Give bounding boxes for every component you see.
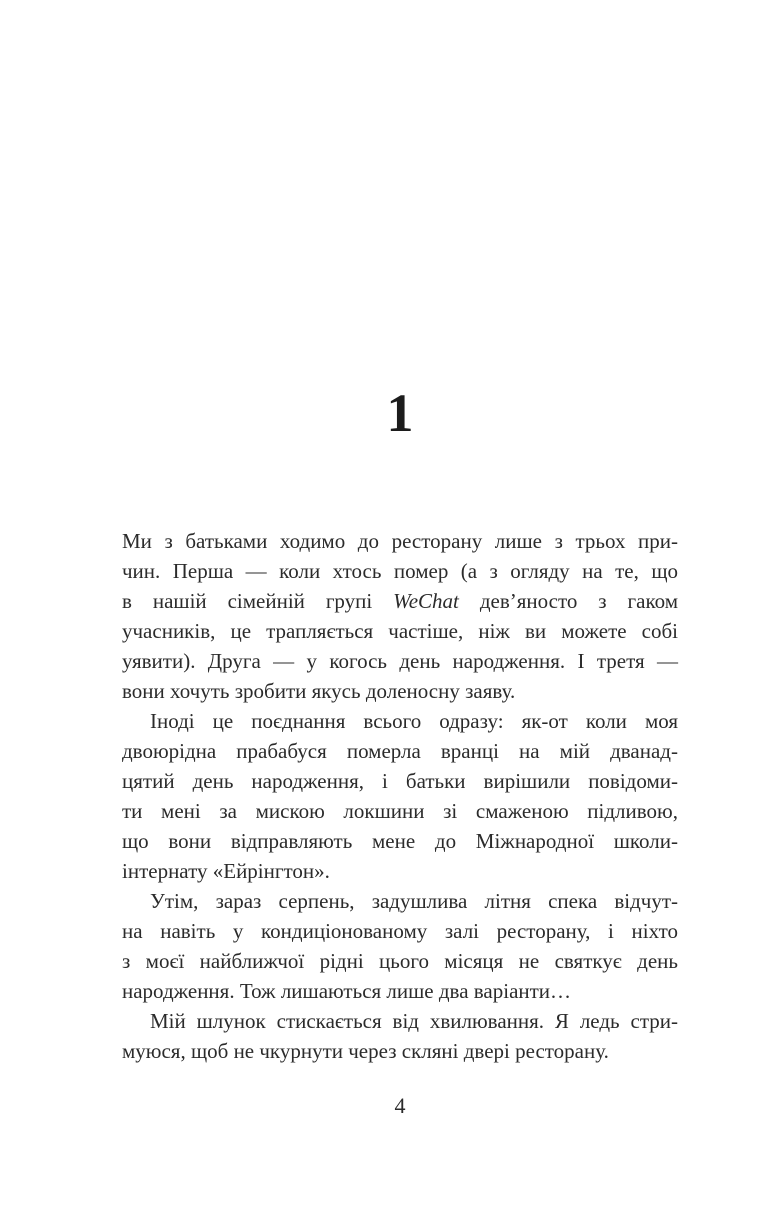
text-segment: в нашій сімейній групі (122, 589, 394, 613)
text-segment: Ми з батьками ходимо до ресторану лише з трьох при- (122, 529, 678, 553)
text-line (122, 766, 678, 796)
paragraph (122, 1006, 678, 1066)
text-segment: цятий день народження, і батьки вирішили повідоми- (122, 769, 678, 793)
text-segment: народження. Тож лишаються лише два варіанти… (122, 979, 572, 1003)
text-segment: на навіть у кондиціонованому залі ресторану, і ніхто (122, 919, 678, 943)
text-segment: уявити). Друга — у когось день народження. І третя — (122, 649, 678, 673)
text-segment: муюся, щоб не чкурнути через скляні двері ресторану. (122, 1039, 609, 1063)
text-segment: чин. Перша — коли хтось помер (а з огляду на те, що (122, 559, 678, 583)
text-line (122, 586, 678, 616)
text-segment: з моєї найближчої рідні цього місяця не святкує день (122, 949, 678, 973)
text-line (122, 646, 678, 676)
text-line (122, 616, 678, 646)
page-number: 4 (394, 1093, 406, 1118)
paragraph (122, 526, 678, 706)
chapter-number: 1 (386, 383, 414, 443)
text-segment: Іноді це поєднання всього одразу: як-от коли моя (150, 709, 678, 733)
text-segment: що вони відправляють мене до Міжнародної школи- (122, 829, 678, 853)
text-line (122, 1006, 678, 1036)
text-segment: Мій шлунок стискається від хвилювання. Я ледь стри- (150, 1009, 678, 1033)
text-line (122, 556, 678, 586)
text-segment: учасників, це трапляється частіше, ніж ви можете собі (122, 619, 678, 643)
text-line (122, 976, 678, 1006)
text-line (122, 526, 678, 556)
text-line (122, 676, 678, 706)
text-segment: дев’яносто з гаком (458, 589, 678, 613)
text-segment: двоюрідна прабабуся померла вранці на мій дванад- (122, 739, 678, 763)
text-line (122, 856, 678, 886)
paragraph (122, 706, 678, 886)
text-segment: ти мені за мискою локшини зі смаженою підливою, (122, 799, 678, 823)
text-line (122, 826, 678, 856)
text-line (122, 706, 678, 736)
text-line (122, 736, 678, 766)
paragraph (122, 886, 678, 1006)
text-line (122, 886, 678, 916)
text-line (122, 796, 678, 826)
text-segment: вони хочуть зробити якусь доленосну заяву. (122, 679, 516, 703)
text-line (122, 1036, 678, 1066)
text-line (122, 946, 678, 976)
chapter-text (122, 526, 678, 1066)
text-segment: інтернату «Ейрінгтон». (122, 859, 330, 883)
italic-text: WeChat (393, 589, 459, 613)
text-segment: Утім, зараз серпень, задушлива літня спека відчут- (150, 889, 678, 913)
text-line (122, 916, 678, 946)
